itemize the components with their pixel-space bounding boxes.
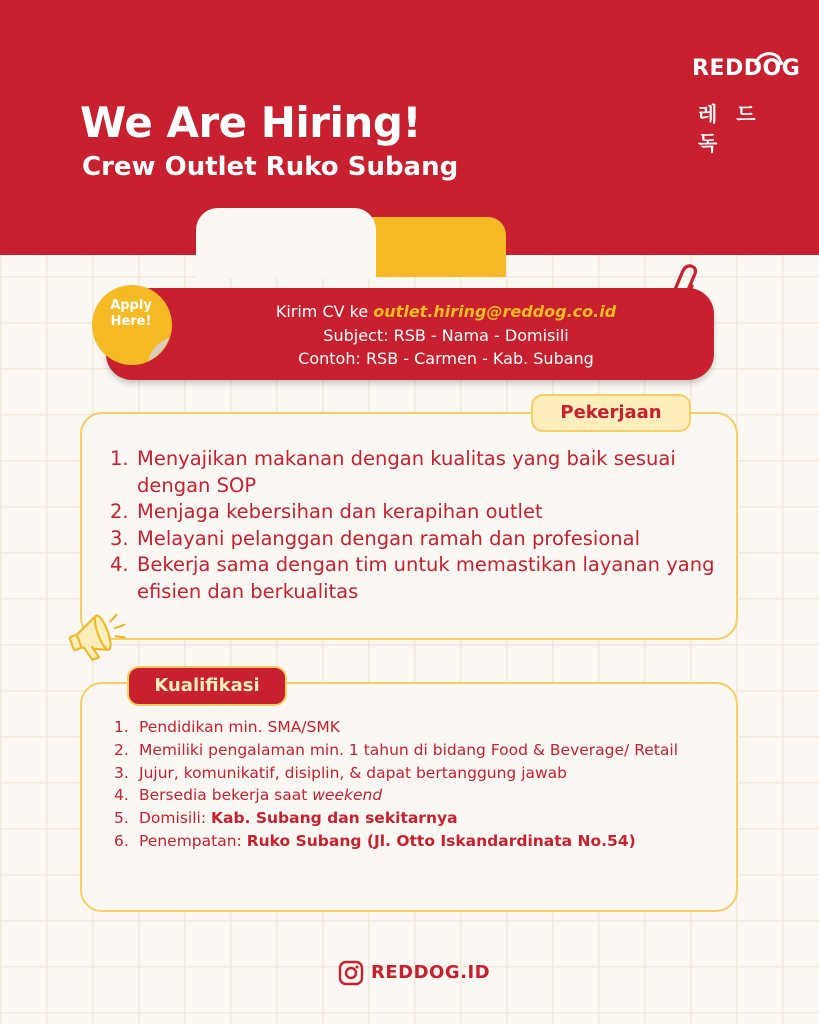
pekerjaan-title: Pekerjaan <box>531 394 691 432</box>
instagram-icon[interactable] <box>338 960 364 986</box>
list-item: 6. Penempatan: Ruko Subang (Jl. Otto Iskandardinata No.54) <box>114 831 636 850</box>
kualifikasi-title: Kualifikasi <box>127 666 287 706</box>
list-item: 4. Bekerja sama dengan tim untuk memastikan layanan yang efisien dan berkualitas <box>110 553 715 603</box>
reddog-logo <box>692 56 801 155</box>
list-item: 4. Bersedia bekerja saat weekend <box>114 786 383 805</box>
list-item: 3. Jujur, komunikatif, disiplin, & dapat bertanggung jawab <box>114 763 568 782</box>
list-item: 1. Pendidikan min. SMA/SMK <box>114 718 340 736</box>
apply-box <box>106 288 714 380</box>
pekerjaan-list <box>110 446 730 605</box>
email-link[interactable]: outlet.hiring@reddog.co.id <box>373 302 617 321</box>
instagram-handle[interactable]: REDDOG.ID <box>371 962 491 983</box>
apply-sticker-text <box>96 298 166 330</box>
apply-line-email <box>166 302 726 321</box>
paperclip-icon <box>656 262 702 328</box>
page-title: We Are Hiring! <box>80 98 422 147</box>
list-item: 3. Melayani pelanggan dengan ramah dan profesional <box>110 526 640 550</box>
list-item: 2. Memiliki pengalaman min. 1 tahun di bidang Food & Beverage/ Retail <box>114 740 678 759</box>
logo-korean-text: 레 드 독 <box>698 102 762 155</box>
sticker-line-1: Apply <box>110 298 152 313</box>
megaphone-icon <box>66 600 132 668</box>
sticker-line-2: Here! <box>110 314 152 329</box>
page-subtitle: Crew Outlet Ruko Subang <box>82 152 459 182</box>
kualifikasi-list <box>114 716 734 853</box>
apply-line-example: Contoh: RSB - Carmen - Kab. Subang <box>298 349 594 368</box>
apply-prefix: Kirim CV ke <box>275 302 374 321</box>
decorative-tab-white <box>196 208 376 278</box>
list-item: 2. Menjaga kebersihan dan kerapihan outlet <box>110 500 543 523</box>
list-item: 1. Menyajikan makanan dengan kualitas yang baik sesuai dengan SOP <box>110 447 676 497</box>
apply-line-subject: Subject: RSB - Nama - Domisili <box>323 326 569 345</box>
list-item: 5. Domisili: Kab. Subang dan sekitarnya <box>114 809 458 828</box>
logo-text: REDDOG <box>692 56 801 81</box>
